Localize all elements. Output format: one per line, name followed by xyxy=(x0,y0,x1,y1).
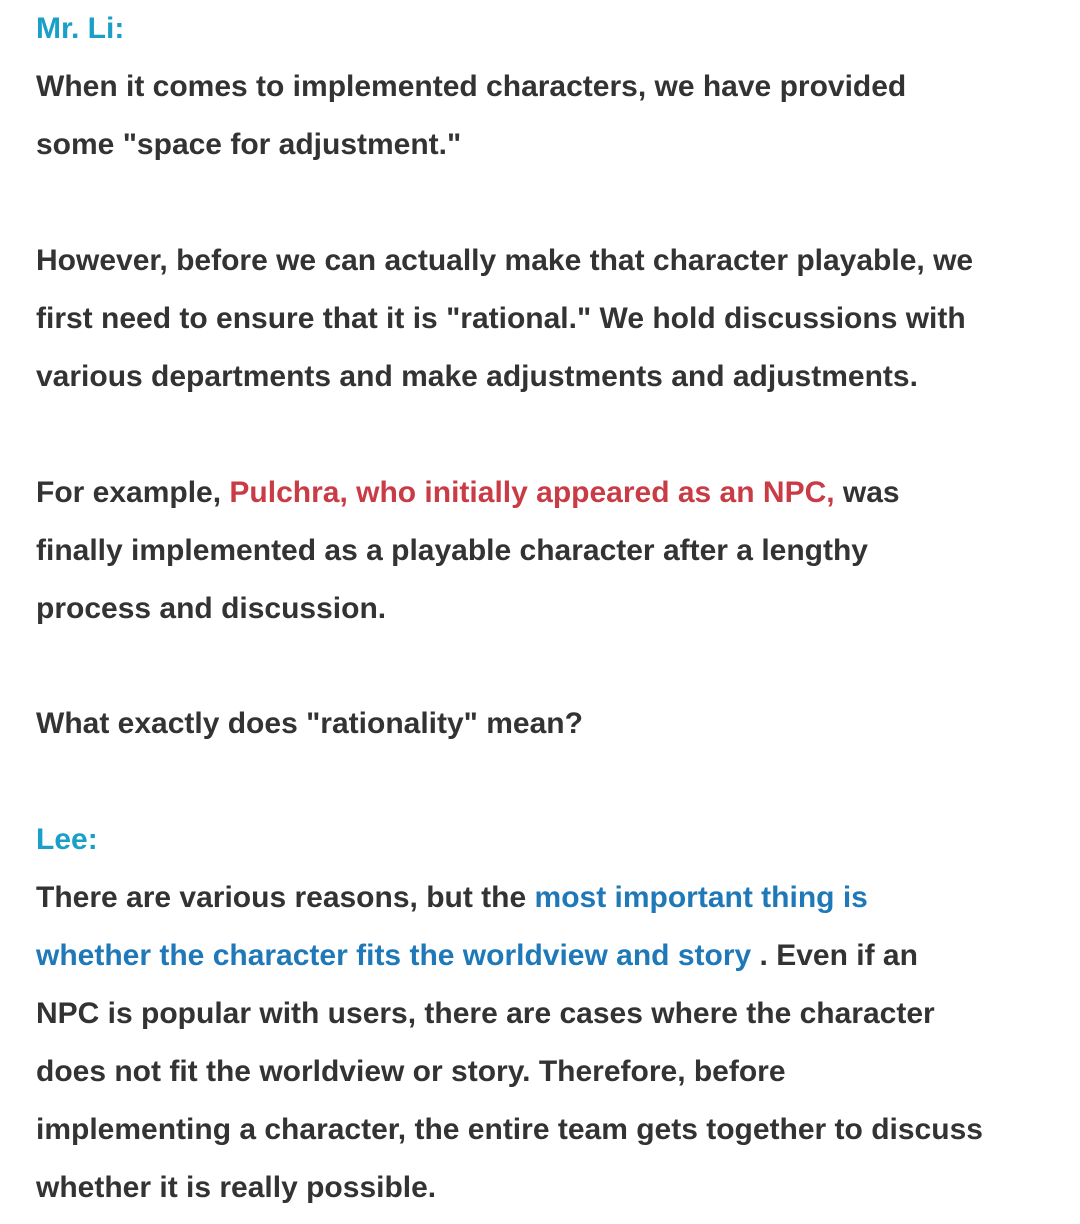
text-segment: was xyxy=(834,476,900,509)
paragraph-line: whether it is really possible. xyxy=(36,1171,437,1204)
paragraph-line: some "space for adjustment." xyxy=(36,128,462,161)
paragraph-line: implementing a character, the entire team gets together to discuss xyxy=(36,1113,983,1146)
paragraph-line xyxy=(36,927,918,985)
speaker-label-lee: Lee: xyxy=(36,823,98,856)
paragraph-line: various departments and make adjustments and adjustments. xyxy=(36,360,918,393)
text-segment: . Even if an xyxy=(751,939,918,972)
question-line: What exactly does "rationality" mean? xyxy=(36,707,583,740)
paragraph-line xyxy=(36,464,900,522)
paragraph-line: first need to ensure that it is "rational." We hold discussions with xyxy=(36,302,966,335)
paragraph-line: However, before we can actually make that character playable, we xyxy=(36,244,974,277)
text-segment: There are various reasons, but the xyxy=(36,881,535,914)
highlight-blue-text: most important thing is xyxy=(534,881,868,914)
highlight-red-text: Pulchra, who initially appeared as an NPC, xyxy=(229,476,835,509)
text-segment: For example, xyxy=(36,476,230,509)
highlight-blue-text: whether the character fits the worldview and story xyxy=(36,939,752,972)
paragraph-line xyxy=(36,869,868,927)
paragraph-line: does not fit the worldview or story. Therefore, before xyxy=(36,1055,786,1088)
paragraph-line: process and discussion. xyxy=(36,592,387,625)
paragraph-line: NPC is popular with users, there are cases where the character xyxy=(36,997,935,1030)
speaker-label-mr-li: Mr. Li: xyxy=(36,12,125,45)
paragraph-line: finally implemented as a playable character after a lengthy xyxy=(36,534,868,567)
paragraph-line: When it comes to implemented characters, we have provided xyxy=(36,70,907,103)
